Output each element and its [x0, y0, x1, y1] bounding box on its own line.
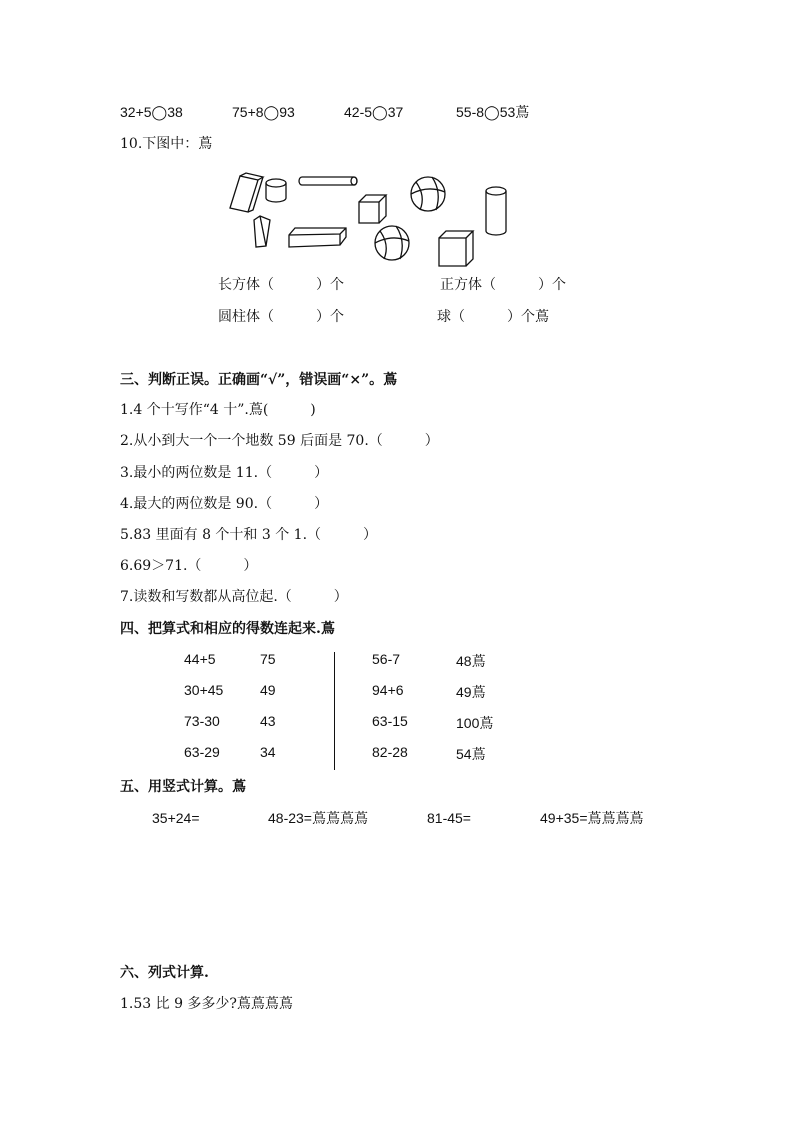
cylinder-shape-rod [299, 177, 357, 185]
match-result: 100蔦 [456, 715, 494, 731]
match-result: 43 [260, 713, 276, 729]
match-expression: 73-30 [184, 713, 220, 729]
match-result: 49蔦 [456, 684, 486, 700]
count-cylinder: 圆柱体（ ）个 [218, 309, 344, 325]
sphere-shape-top [411, 177, 445, 211]
cuboid-shape-tilted [230, 173, 263, 212]
judgement-item: 3.最小的两位数是 11.（ ） [120, 465, 329, 481]
match-expression: 30+45 [184, 682, 224, 698]
judgement-item: 4.最大的两位数是 90.（ ） [120, 496, 329, 512]
vertical-calc-problem: 35+24= [152, 810, 200, 826]
count-sphere: 球（ ）个蔦 [437, 309, 549, 325]
cuboid-shape-flat [289, 228, 346, 247]
section3-heading: 三、判断正误。正确画“√”，错误画“×”。蔦 [120, 372, 398, 388]
q10-title: 10.下图中：蔦 [120, 136, 213, 152]
match-result: 34 [260, 744, 276, 760]
cube-shape-middle [359, 195, 386, 223]
section4-heading: 四、把算式和相应的得数连起来.蔦 [120, 621, 335, 637]
cylinder-shape-small [266, 179, 286, 202]
cylinder-shape-tall [486, 187, 506, 235]
judgement-item: 2.从小到大一个一个地数 59 后面是 70.（ ） [120, 433, 439, 449]
compare-item: 32+5◯38 [120, 104, 183, 120]
sphere-shape-bottom [375, 226, 409, 260]
match-expression: 94+6 [372, 682, 404, 698]
compare-item: 75+8◯93 [232, 104, 295, 120]
vertical-calc-problem: 49+35=蔦蔦蔦蔦 [540, 810, 644, 826]
judgement-item: 6.69＞71.（ ） [120, 558, 258, 574]
vertical-calc-problem: 48-23=蔦蔦蔦蔦 [268, 810, 368, 826]
match-result: 54蔦 [456, 746, 486, 762]
word-problem: 1.53 比 9 多多少?蔦蔦蔦蔦 [120, 996, 293, 1012]
match-expression: 63-29 [184, 744, 220, 760]
match-expression: 56-7 [372, 651, 401, 667]
compare-item: 42-5◯37 [344, 104, 404, 120]
match-result: 75 [260, 651, 276, 667]
match-result: 48蔦 [456, 653, 486, 669]
match-expression: 63-15 [372, 713, 408, 729]
match-expression: 82-28 [372, 744, 408, 760]
cuboid-shape-small [254, 216, 270, 247]
divider-line [334, 652, 335, 770]
match-expression: 44+5 [184, 651, 216, 667]
compare-item: 55-8◯53蔦 [456, 104, 530, 120]
section6-heading: 六、列式计算. [120, 965, 209, 981]
judgement-item: 5.83 里面有 8 个十和 3 个 1.（ ） [120, 527, 378, 543]
judgement-item: 1.4 个十写作“4 十”.蔦( ) [120, 402, 316, 418]
solid-shapes-figure [220, 170, 520, 270]
count-cuboid: 长方体（ ）个 [218, 277, 344, 293]
match-result: 49 [260, 682, 276, 698]
section5-heading: 五、用竖式计算。蔦 [120, 779, 246, 795]
compare-row [120, 101, 560, 123]
cube-shape-right [439, 231, 473, 266]
judgement-item: 7.读数和写数都从高位起.（ ） [120, 589, 348, 605]
vertical-calc-problem: 81-45= [427, 810, 471, 826]
count-cube: 正方体（ ）个 [440, 277, 566, 293]
